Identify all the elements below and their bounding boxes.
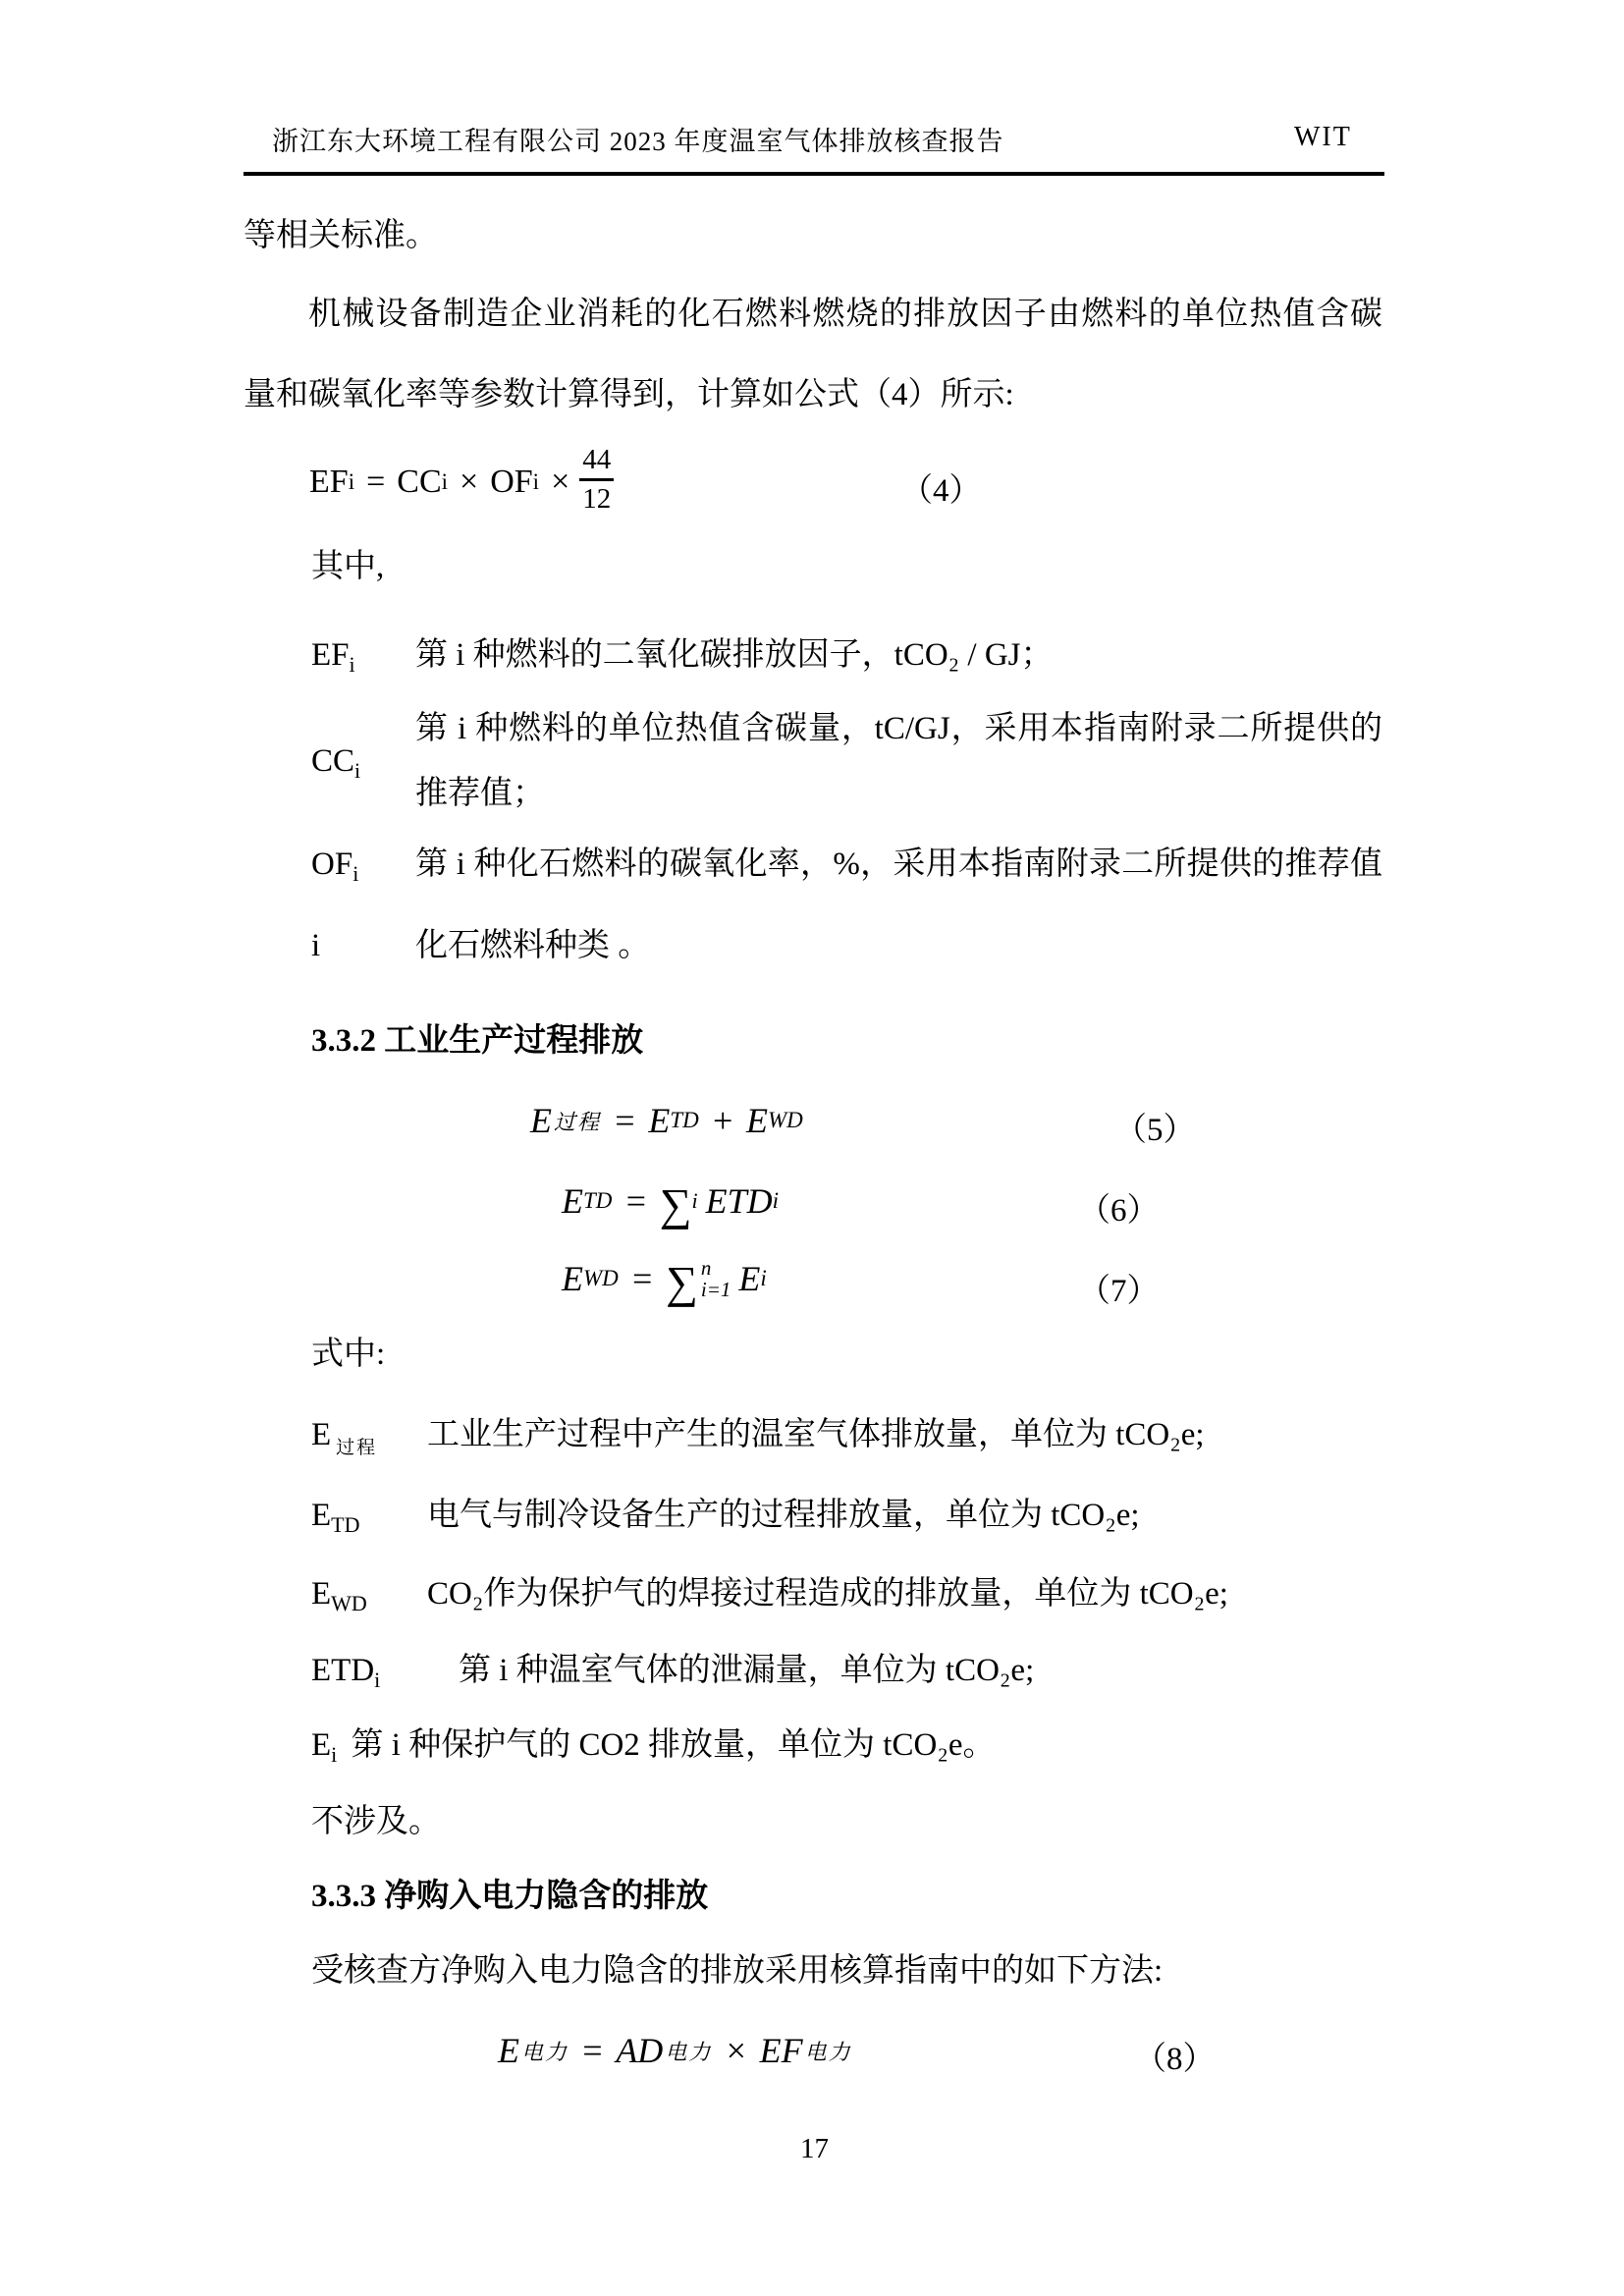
formula-7: E WD = ∑ n i=1 E i — [562, 1256, 767, 1307]
header-logo-text: WIT — [1294, 122, 1352, 152]
paragraph: 其中, — [311, 549, 385, 584]
def-desc-CCi-line1: 第 i 种燃料的单位热值含碳量，tC/GJ，采用本指南附录二所提供的 — [415, 711, 1382, 746]
fraction-44-12: $\frac{44}{12}$ — [579, 445, 614, 514]
def-term-EWD: $E_{WD}$ — [311, 1576, 367, 1615]
def-term-i: i — [311, 928, 321, 963]
section-heading-333: 3.3.3 净购入电力隐含的排放 — [311, 1879, 709, 1914]
def-term-ETDi: $ETD_i$ — [311, 1653, 381, 1692]
paragraph: 式中: — [311, 1337, 386, 1372]
equation-number-8: （8） — [1134, 2042, 1216, 2077]
def-term-OFi: $OF_i$ — [311, 847, 359, 886]
formula-5: E 过程 = E TD + E WD — [530, 1101, 803, 1140]
sum-limits: n i=1 — [700, 1256, 731, 1301]
def-desc-OFi: 第 i 种化石燃料的碳氧化率，%，采用本指南附录二所提供的推荐值 — [415, 847, 1382, 882]
formula-8: E 电力 = AD 电力 × EF 电力 — [498, 2031, 852, 2070]
paragraph: 不涉及。 — [311, 1804, 441, 1839]
def-desc-CCi-line2: 推荐值； — [415, 776, 545, 811]
formula-4: EF i = CC i × OF i × $\frac{44}{12}$ — [309, 442, 614, 522]
formula-4-lhs: EF — [309, 464, 349, 500]
def-desc-E-guocheng: 工业生产过程中产生的温室气体排放量，单位为 tCO₂e; — [427, 1417, 1205, 1452]
def-desc-ETD: 电气与制冷设备生产的过程排放量，单位为 tCO₂e; — [427, 1498, 1140, 1533]
formula-6: E TD = ∑ i ETD i — [562, 1178, 780, 1230]
def-term-CCi: $CC_i$ — [311, 743, 361, 783]
paragraph: 受核查方净购入电力隐含的排放采用核算指南中的如下方法: — [311, 1953, 1164, 1989]
def-desc-EFi: 第 i 种燃料的二氧化碳排放因子，tCO₂ / GJ； — [415, 637, 1054, 673]
header-rule — [244, 172, 1384, 176]
page-number: 17 — [800, 2133, 829, 2164]
def-term-E-guocheng: E $_{过程}$ — [311, 1417, 378, 1458]
paragraph-line: 量和碳氧化率等参数计算得到，计算如公式（4）所示: — [244, 377, 1014, 412]
section-heading-332: 3.3.2 工业生产过程排放 — [311, 1023, 644, 1059]
equation-number-5: （5） — [1114, 1113, 1196, 1148]
equation-number-7: （7） — [1078, 1274, 1160, 1309]
paragraph: 等相关标准。 — [244, 218, 438, 253]
header-title: 浙江东大环境工程有限公司 2023 年度温室气体排放核查报告 — [272, 127, 1004, 156]
def-desc-EWD: CO₂作为保护气的焊接过程造成的排放量，单位为 tCO₂e; — [427, 1576, 1228, 1612]
def-term-ETD: $E_{TD}$ — [311, 1498, 360, 1537]
equation-number-6: （6） — [1078, 1193, 1160, 1229]
def-term-EFi: $EF_i$ — [311, 637, 355, 677]
def-desc-Ei: 第 i 种保护气的 CO2 排放量，单位为 tCO₂e。 — [351, 1727, 996, 1763]
def-row-Ei: $E_i$ 第 i 种保护气的 CO2 排放量，单位为 tCO₂e。 — [311, 1727, 996, 1767]
def-desc-ETDi: 第 i 种温室气体的泄漏量，单位为 tCO₂e; — [459, 1653, 1035, 1688]
def-desc-i: 化石燃料种类 。 — [415, 928, 651, 963]
sigma-icon: ∑ — [666, 1256, 698, 1307]
equation-number-4: （4） — [900, 473, 982, 509]
sigma-icon: ∑ — [659, 1178, 692, 1230]
paragraph-line: 机械设备制造企业消耗的化石燃料燃烧的排放因子由燃料的单位热值含碳 — [308, 297, 1382, 332]
